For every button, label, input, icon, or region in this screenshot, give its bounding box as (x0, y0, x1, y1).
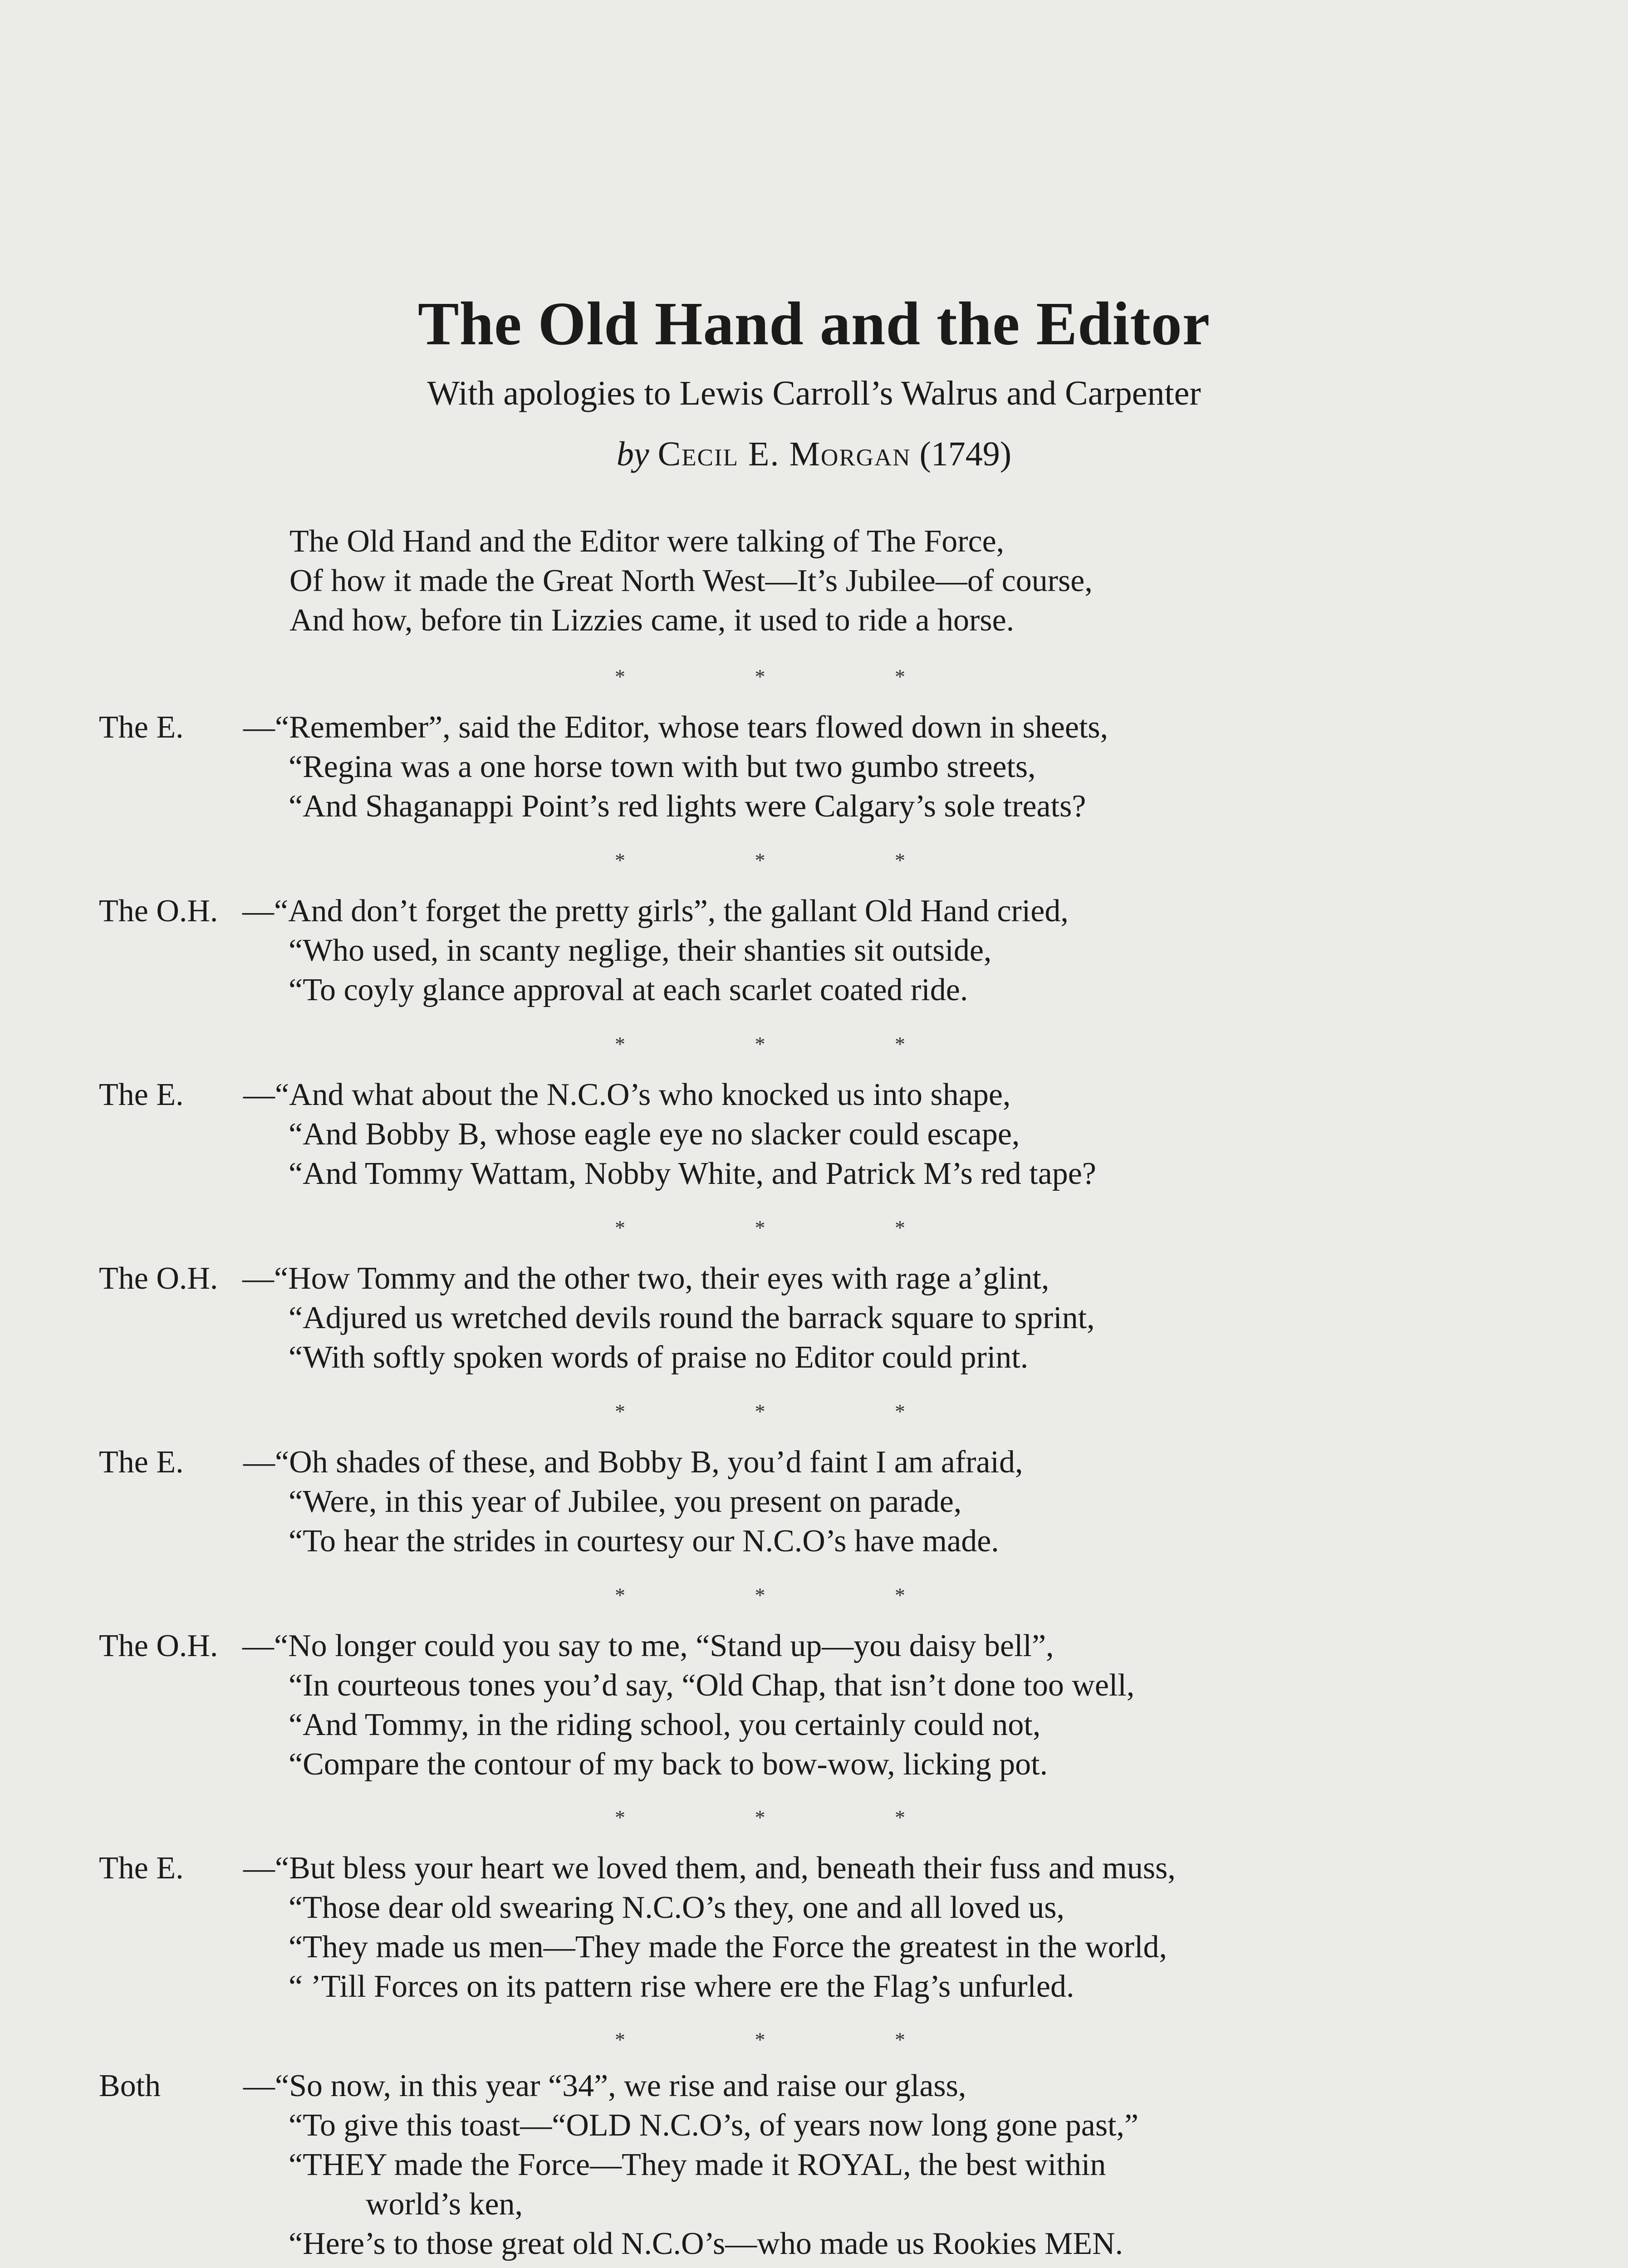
verse-line: “Compare the contour of my back to bow-wow, licking pot. (289, 1747, 1048, 1782)
poem-subtitle: With apologies to Lewis Carroll’s Walrus and Carpenter (427, 374, 1201, 412)
verse-line-continuation: world’s ken, (366, 2187, 523, 2222)
stanza-separator (615, 848, 905, 872)
verse-line: “And Tommy, in the riding school, you certainly could not, (289, 1707, 1041, 1742)
separator-star: * (755, 665, 765, 688)
speaker-label: The E. (99, 1077, 184, 1112)
verse-line: “Here’s to those great old N.C.O’s—who made us Rookies MEN. (289, 2226, 1123, 2261)
stanza (99, 1626, 1551, 1784)
verse-line: —“How Tommy and the other two, their eyes with rage a’glint, (242, 1261, 1049, 1296)
verse-line: “And Shaganappi Point’s red lights were Calgary’s sole treats? (289, 789, 1086, 824)
byline (0, 435, 1628, 474)
separator-star: * (615, 1032, 625, 1056)
poem-title: The Old Hand and the Editor (417, 290, 1211, 358)
separator-star: * (615, 1584, 625, 1607)
separator-star: * (755, 849, 765, 872)
separator-star: * (755, 1216, 765, 1239)
verse-line: “And Tommy Wattam, Nobby White, and Patrick M’s red tape? (289, 1156, 1096, 1191)
speaker-label: The O.H. (99, 1628, 218, 1663)
separator-star: * (615, 2028, 625, 2051)
verse-line: “Those dear old swearing N.C.O’s they, one and all loved us, (289, 1890, 1065, 1925)
speaker-label: The E. (99, 1851, 184, 1886)
byline-number: (1749) (919, 435, 1012, 473)
speaker-label: The O.H. (99, 1261, 218, 1296)
speaker-label: The E. (99, 710, 184, 745)
byline-by: by (616, 435, 649, 473)
separator-star: * (615, 665, 625, 688)
stanza-separator (615, 1805, 905, 1829)
verse-line: “Adjured us wretched devils round the barrack square to sprint, (289, 1300, 1095, 1335)
separator-star: * (895, 2028, 905, 2051)
separator-star: * (615, 849, 625, 872)
separator-star: * (615, 1806, 625, 1829)
verse-line: “And Bobby B, whose eagle eye no slacker could escape, (289, 1117, 1020, 1152)
separator-star: * (895, 1400, 905, 1423)
verse-line: “In courteous tones you’d say, “Old Chap, that isn’t done too well, (289, 1668, 1135, 1703)
verse-line: “To give this toast—“OLD N.C.O’s, of years now long gone past,” (289, 2108, 1139, 2143)
speaker-label: The E. (99, 1445, 184, 1480)
verse-line: “THEY made the Force—They made it ROYAL, the best within (289, 2147, 1106, 2182)
stanza (99, 1848, 1551, 2006)
separator-star: * (755, 2028, 765, 2051)
separator-star: * (895, 665, 905, 688)
verse-line: —“But bless your heart we loved them, and, beneath their fuss and muss, (243, 1851, 1176, 1886)
separator-star: * (895, 1584, 905, 1607)
verse-line: “Regina was a one horse town with but two gumbo streets, (289, 749, 1036, 784)
verse-line: “With softly spoken words of praise no Editor could print. (289, 1340, 1029, 1375)
intro-line: And how, before tin Lizzies came, it used to ride a horse. (289, 603, 1015, 638)
stanza (99, 1075, 1551, 1193)
verse-line: —“So now, in this year “34”, we rise and raise our glass, (243, 2068, 966, 2103)
stanza (99, 1442, 1551, 1561)
intro-line: Of how it made the Great North West—It’s Jubilee—of course, (289, 563, 1093, 598)
verse-line: —“No longer could you say to me, “Stand up—you daisy bell”, (242, 1628, 1054, 1663)
verse-line: “Were, in this year of Jubilee, you present on parade, (289, 1484, 962, 1519)
stanza-separator (615, 2028, 905, 2052)
separator-star: * (755, 1032, 765, 1056)
stanza (99, 708, 1551, 826)
speaker-label: Both (99, 2068, 161, 2103)
speaker-label: The O.H. (99, 894, 218, 929)
stanza-separator (615, 665, 905, 689)
verse-line: “To hear the strides in courtesy our N.C.O’s have made. (289, 1524, 999, 1559)
verse-line: —“Oh shades of these, and Bobby B, you’d faint I am afraid, (243, 1445, 1023, 1480)
separator-star: * (755, 1806, 765, 1829)
separator-star: * (895, 1806, 905, 1829)
intro-line: The Old Hand and the Editor were talking of The Force, (289, 524, 1005, 559)
separator-star: * (615, 1216, 625, 1239)
separator-star: * (755, 1400, 765, 1423)
separator-star: * (755, 1584, 765, 1607)
verse-line: “To coyly glance approval at each scarlet coated ride. (289, 973, 968, 1007)
verse-line: —“And what about the N.C.O’s who knocked us into shape, (243, 1077, 1011, 1112)
stanza-separator (615, 1583, 905, 1607)
verse-line: “ ’Till Forces on its pattern rise where ere the Flag’s unfurled. (289, 1969, 1074, 2004)
byline-author: Cecil E. Morgan (657, 435, 911, 473)
stanza (99, 1259, 1551, 1377)
separator-star: * (895, 849, 905, 872)
stanza (99, 891, 1551, 1010)
stanza-separator (615, 1216, 905, 1240)
stanza-separator (615, 1032, 905, 1056)
separator-star: * (895, 1216, 905, 1239)
verse-line: “They made us men—They made the Force the greatest in the world, (289, 1930, 1167, 1965)
verse-line: —“And don’t forget the pretty girls”, the gallant Old Hand cried, (242, 894, 1069, 929)
separator-star: * (615, 1400, 625, 1423)
verse-line: “Who used, in scanty neglige, their shanties sit outside, (289, 933, 992, 968)
stanza-separator (615, 1399, 905, 1423)
verse-line: —“Remember”, said the Editor, whose tears flowed down in sheets, (243, 710, 1108, 745)
stanza (99, 2066, 1551, 2263)
intro-stanza (289, 522, 1093, 640)
separator-star: * (895, 1032, 905, 1056)
